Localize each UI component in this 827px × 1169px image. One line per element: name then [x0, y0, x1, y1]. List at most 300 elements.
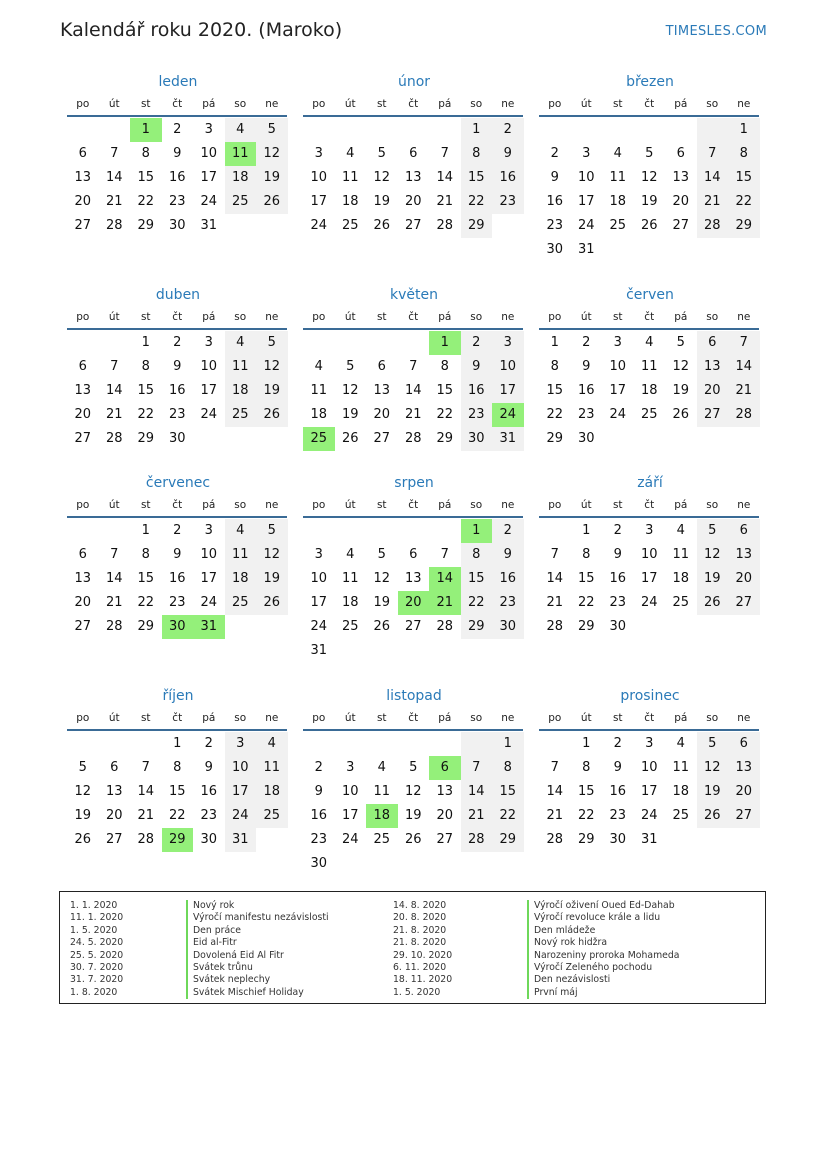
day-cell: 5	[78, 760, 87, 775]
weekday-label: st	[376, 499, 387, 511]
day-cell: 23	[492, 190, 524, 214]
legend-date: 30. 7. 2020	[70, 961, 124, 973]
day-cell: 14	[429, 567, 461, 591]
weekday-label: pá	[674, 712, 688, 724]
day-cell: 26	[697, 591, 729, 615]
day-cell: 10	[225, 756, 257, 780]
day-cell: 15	[168, 784, 186, 799]
day-cell: 10	[200, 146, 218, 161]
day-cell: 25	[640, 407, 658, 422]
day-cell: 9	[550, 170, 559, 185]
day-cell: 24	[200, 194, 218, 209]
day-cell: 13	[728, 756, 760, 780]
day-cell: 22	[137, 194, 155, 209]
day-cell: 10	[609, 359, 627, 374]
day-cell: 22	[492, 804, 524, 828]
weekday-label: st	[612, 712, 623, 724]
day-cell: 12	[341, 383, 359, 398]
day-cell: 6	[409, 146, 418, 161]
weekday-label: so	[470, 499, 483, 511]
day-cell: 12	[404, 784, 422, 799]
legend-holiday-name: Svátek Mischief Holiday	[193, 986, 304, 998]
day-cell: 7	[409, 359, 418, 374]
day-cell: 7	[440, 146, 449, 161]
day-cell: 24	[225, 804, 257, 828]
day-cell: 17	[310, 194, 328, 209]
day-cell: 8	[582, 547, 591, 562]
day-cell: 13	[74, 170, 92, 185]
weekday-label: ne	[737, 712, 751, 724]
day-cell: 15	[492, 780, 524, 804]
weekday-label: st	[376, 712, 387, 724]
day-cell: 12	[256, 355, 288, 379]
month-name: duben	[155, 287, 201, 303]
weekday-label: čt	[172, 98, 183, 110]
day-cell: 29	[728, 214, 760, 238]
day-cell: 5	[346, 359, 355, 374]
day-cell: 10	[492, 355, 524, 379]
day-cell: 4	[613, 146, 622, 161]
brand-link[interactable]: TIMESLES.COM	[665, 24, 767, 39]
day-cell: 11	[256, 756, 288, 780]
day-cell: 4	[676, 736, 685, 751]
day-cell: 5	[409, 760, 418, 775]
day-cell: 19	[256, 567, 288, 591]
day-cell: 1	[582, 736, 591, 751]
legend-date: 6. 11. 2020	[393, 961, 447, 973]
day-cell: 21	[137, 808, 155, 823]
day-cell: 17	[609, 383, 627, 398]
weekday-label: čt	[172, 712, 183, 724]
weekday-label: út	[580, 98, 592, 110]
day-cell: 2	[582, 335, 591, 350]
day-cell: 29	[546, 431, 564, 446]
day-cell: 7	[110, 359, 119, 374]
day-cell: 20	[404, 194, 422, 209]
day-cell: 8	[492, 756, 524, 780]
day-cell: 24	[492, 403, 524, 427]
day-cell: 25	[225, 190, 257, 214]
weekday-label: so	[470, 712, 483, 724]
day-cell: 22	[168, 808, 186, 823]
day-cell: 20	[373, 407, 391, 422]
day-cell: 14	[697, 166, 729, 190]
day-cell: 10	[200, 547, 218, 562]
legend-date: 24. 5. 2020	[70, 937, 124, 949]
day-cell: 7	[440, 547, 449, 562]
weekday-label: st	[376, 311, 387, 323]
day-cell: 30	[200, 832, 218, 847]
day-cell: 24	[341, 832, 359, 847]
day-cell: 30	[310, 856, 328, 871]
month-name: květen	[390, 287, 438, 303]
empty-weekend-cell	[461, 732, 493, 756]
day-cell: 26	[74, 832, 92, 847]
day-cell: 12	[373, 170, 391, 185]
day-cell: 12	[74, 784, 92, 799]
day-cell: 29	[577, 832, 595, 847]
day-cell: 12	[256, 543, 288, 567]
day-cell: 13	[105, 784, 123, 799]
day-cell: 22	[137, 595, 155, 610]
day-cell: 1	[550, 335, 559, 350]
weekday-label: pá	[438, 499, 452, 511]
day-cell: 9	[314, 784, 323, 799]
day-cell: 21	[105, 407, 123, 422]
weekday-label: ne	[737, 98, 751, 110]
day-cell: 28	[728, 403, 760, 427]
day-cell: 16	[168, 571, 186, 586]
day-cell: 18	[609, 194, 627, 209]
weekday-label: ne	[501, 98, 515, 110]
legend-date: 1. 5. 2020	[70, 924, 118, 936]
day-cell: 15	[461, 166, 493, 190]
weekday-label: so	[234, 499, 247, 511]
day-cell: 28	[105, 619, 123, 634]
day-cell: 3	[582, 146, 591, 161]
legend-holiday-name: Svátek trůnu	[193, 961, 253, 973]
day-cell: 29	[137, 218, 155, 233]
day-cell: 7	[728, 331, 760, 355]
weekday-label: út	[108, 311, 120, 323]
holiday-legend	[59, 891, 766, 1004]
day-cell: 31	[640, 832, 658, 847]
weekday-label: so	[234, 98, 247, 110]
day-cell: 31	[310, 643, 328, 658]
day-cell: 23	[310, 832, 328, 847]
day-cell: 8	[141, 547, 150, 562]
day-cell: 9	[204, 760, 213, 775]
day-cell: 3	[645, 736, 654, 751]
day-cell: 25	[672, 808, 690, 823]
weekday-label: po	[76, 712, 90, 724]
weekday-label: ne	[501, 712, 515, 724]
weekday-label: so	[234, 712, 247, 724]
day-cell: 13	[74, 571, 92, 586]
day-cell: 17	[577, 194, 595, 209]
day-cell: 27	[404, 619, 422, 634]
day-cell: 19	[672, 383, 690, 398]
day-cell: 1	[461, 118, 493, 142]
weekday-label: pá	[202, 98, 216, 110]
day-cell: 1	[728, 118, 760, 142]
legend-names-right	[527, 900, 679, 999]
day-cell: 28	[546, 832, 564, 847]
day-cell: 6	[377, 359, 386, 374]
day-cell: 16	[310, 808, 328, 823]
day-cell: 7	[461, 756, 493, 780]
legend-holiday-name: Výročí Zeleného pochodu	[534, 961, 653, 973]
day-cell: 3	[225, 732, 257, 756]
weekday-label: pá	[438, 98, 452, 110]
day-cell: 29	[162, 828, 194, 852]
weekday-label: pá	[202, 499, 216, 511]
day-cell: 14	[728, 355, 760, 379]
day-cell: 5	[645, 146, 654, 161]
day-cell: 8	[461, 543, 493, 567]
day-cell: 27	[728, 804, 760, 828]
day-cell: 23	[200, 808, 218, 823]
day-cell: 18	[640, 383, 658, 398]
day-cell: 6	[429, 756, 461, 780]
page-title: Kalendář roku 2020. (Maroko)	[60, 19, 343, 41]
day-cell: 10	[341, 784, 359, 799]
day-cell: 1	[461, 519, 493, 543]
legend-date: 14. 8. 2020	[393, 900, 447, 911]
day-cell: 15	[577, 571, 595, 586]
day-cell: 8	[141, 359, 150, 374]
day-cell: 6	[697, 331, 729, 355]
day-cell: 14	[404, 383, 422, 398]
day-cell: 11	[225, 543, 257, 567]
day-cell: 4	[314, 359, 323, 374]
day-cell: 10	[577, 170, 595, 185]
weekday-label: ne	[737, 499, 751, 511]
day-cell: 8	[550, 359, 559, 374]
day-cell: 27	[373, 431, 391, 446]
day-cell: 30	[609, 619, 627, 634]
legend-date: 1. 1. 2020	[70, 900, 118, 911]
weekday-label: út	[344, 712, 356, 724]
month-name: březen	[626, 74, 674, 90]
day-cell: 8	[141, 146, 150, 161]
day-cell: 8	[440, 359, 449, 374]
weekday-label: so	[470, 311, 483, 323]
day-cell: 19	[256, 166, 288, 190]
weekday-label: ne	[265, 499, 279, 511]
day-cell: 8	[173, 760, 182, 775]
day-cell: 26	[640, 218, 658, 233]
day-cell: 28	[436, 619, 454, 634]
legend-date: 20. 8. 2020	[393, 912, 447, 924]
day-cell: 3	[204, 335, 213, 350]
day-cell: 7	[110, 146, 119, 161]
day-cell: 2	[173, 523, 182, 538]
day-cell: 3	[346, 760, 355, 775]
day-cell: 11	[640, 359, 658, 374]
day-cell: 18	[310, 407, 328, 422]
day-cell: 20	[728, 780, 760, 804]
day-cell: 2	[492, 118, 524, 142]
legend-holiday-name: Nový rok hidžra	[534, 937, 608, 949]
day-cell: 18	[256, 780, 288, 804]
day-cell: 27	[436, 832, 454, 847]
day-cell: 30	[546, 242, 564, 257]
day-cell: 13	[373, 383, 391, 398]
day-cell: 27	[404, 218, 422, 233]
month-header-rule	[303, 729, 523, 731]
weekday-label: ne	[501, 499, 515, 511]
day-cell: 20	[74, 194, 92, 209]
day-cell: 10	[310, 571, 328, 586]
month-name: červen	[626, 287, 674, 303]
weekday-label: čt	[408, 712, 419, 724]
weekday-label: st	[612, 98, 623, 110]
month-header-rule	[539, 516, 759, 518]
day-cell: 23	[492, 591, 524, 615]
day-cell: 26	[256, 190, 288, 214]
weekday-label: pá	[674, 98, 688, 110]
weekday-label: ne	[265, 311, 279, 323]
day-cell: 4	[645, 335, 654, 350]
day-cell: 16	[609, 784, 627, 799]
month-name: leden	[158, 74, 198, 90]
day-cell: 19	[341, 407, 359, 422]
weekday-label: út	[580, 311, 592, 323]
day-cell: 24	[310, 218, 328, 233]
day-cell: 15	[137, 383, 155, 398]
legend-date: 21. 8. 2020	[393, 924, 447, 936]
day-cell: 3	[492, 331, 524, 355]
day-cell: 15	[137, 170, 155, 185]
day-cell: 11	[225, 355, 257, 379]
weekday-label: ne	[265, 98, 279, 110]
day-cell: 16	[200, 784, 218, 799]
day-cell: 29	[436, 431, 454, 446]
day-cell: 18	[225, 166, 257, 190]
month-header-rule	[303, 516, 523, 518]
weekday-label: so	[706, 98, 719, 110]
legend-date: 29. 10. 2020	[393, 949, 453, 961]
day-cell: 13	[404, 170, 422, 185]
legend-holiday-name: Svátek neplechy	[193, 974, 271, 986]
day-cell: 9	[492, 142, 524, 166]
day-cell: 21	[728, 379, 760, 403]
day-cell: 28	[697, 214, 729, 238]
day-cell: 5	[377, 146, 386, 161]
month-name: červenec	[145, 475, 211, 491]
weekday-label: po	[312, 499, 326, 511]
day-cell: 3	[204, 523, 213, 538]
weekday-label: pá	[202, 311, 216, 323]
day-cell: 17	[310, 595, 328, 610]
day-cell: 16	[168, 383, 186, 398]
day-cell: 10	[640, 760, 658, 775]
legend-holiday-name: Den nezávislosti	[534, 974, 611, 986]
day-cell: 25	[256, 804, 288, 828]
day-cell: 18	[225, 567, 257, 591]
day-cell: 6	[728, 732, 760, 756]
day-cell: 12	[256, 142, 288, 166]
day-cell: 4	[256, 732, 288, 756]
day-cell: 21	[697, 190, 729, 214]
day-cell: 20	[436, 808, 454, 823]
day-cell: 30	[162, 615, 194, 639]
weekday-label: čt	[172, 311, 183, 323]
day-cell: 25	[225, 591, 257, 615]
day-cell: 21	[404, 407, 422, 422]
day-cell: 21	[429, 591, 461, 615]
weekday-label: pá	[674, 311, 688, 323]
day-cell: 13	[728, 543, 760, 567]
weekday-label: ne	[737, 311, 751, 323]
day-cell: 30	[609, 832, 627, 847]
day-cell: 23	[609, 595, 627, 610]
weekday-label: po	[548, 712, 562, 724]
day-cell: 2	[204, 736, 213, 751]
day-cell: 29	[492, 828, 524, 852]
weekday-label: so	[706, 712, 719, 724]
day-cell: 26	[404, 832, 422, 847]
legend-date: 18. 11. 2020	[393, 974, 453, 986]
month-name: únor	[397, 74, 431, 90]
day-cell: 3	[204, 122, 213, 137]
day-cell: 15	[577, 784, 595, 799]
day-cell: 30	[168, 218, 186, 233]
day-cell: 6	[728, 519, 760, 543]
month-header-rule	[539, 729, 759, 731]
day-cell: 6	[110, 760, 119, 775]
day-cell: 9	[173, 146, 182, 161]
day-cell: 11	[341, 571, 359, 586]
day-cell: 21	[105, 595, 123, 610]
month-name: srpen	[394, 475, 434, 491]
day-cell: 19	[256, 379, 288, 403]
day-cell: 4	[346, 146, 355, 161]
day-cell: 10	[200, 359, 218, 374]
day-cell: 9	[492, 543, 524, 567]
day-cell: 12	[697, 756, 729, 780]
legend-dates-left	[70, 900, 123, 999]
day-cell: 17	[341, 808, 359, 823]
weekday-label: po	[312, 98, 326, 110]
legend-holiday-name: Dovolená Eid Al Fitr	[193, 949, 284, 961]
day-cell: 17	[640, 571, 658, 586]
weekday-label: čt	[644, 499, 655, 511]
day-cell: 26	[672, 407, 690, 422]
day-cell: 23	[168, 595, 186, 610]
day-cell: 24	[640, 595, 658, 610]
legend-names-left	[186, 900, 329, 999]
day-cell: 15	[546, 383, 564, 398]
day-cell: 5	[676, 335, 685, 350]
day-cell: 19	[404, 808, 422, 823]
day-cell: 25	[373, 832, 391, 847]
day-cell: 30	[492, 615, 524, 639]
day-cell: 24	[609, 407, 627, 422]
day-cell: 8	[461, 142, 493, 166]
day-cell: 21	[546, 595, 564, 610]
legend-date: 1. 8. 2020	[70, 986, 118, 998]
day-cell: 15	[461, 567, 493, 591]
day-cell: 6	[78, 146, 87, 161]
day-cell: 2	[461, 331, 493, 355]
day-cell: 25	[341, 619, 359, 634]
day-cell: 20	[105, 808, 123, 823]
day-cell: 31	[193, 615, 225, 639]
day-cell: 8	[728, 142, 760, 166]
day-cell: 6	[78, 547, 87, 562]
day-cell: 11	[341, 170, 359, 185]
month-header-rule	[539, 115, 759, 117]
legend-holiday-name: Výročí manifestu nezávislosti	[193, 912, 329, 924]
day-cell: 3	[314, 547, 323, 562]
day-cell: 27	[672, 218, 690, 233]
day-cell: 13	[697, 355, 729, 379]
day-cell: 2	[314, 760, 323, 775]
day-cell: 18	[672, 571, 690, 586]
month-name: říjen	[162, 688, 194, 704]
day-cell: 15	[728, 166, 760, 190]
weekday-label: po	[76, 499, 90, 511]
day-cell: 22	[577, 808, 595, 823]
weekday-label: st	[140, 311, 151, 323]
day-cell: 10	[640, 547, 658, 562]
day-cell: 8	[582, 760, 591, 775]
weekday-label: po	[548, 311, 562, 323]
day-cell: 3	[314, 146, 323, 161]
weekday-label: po	[312, 311, 326, 323]
